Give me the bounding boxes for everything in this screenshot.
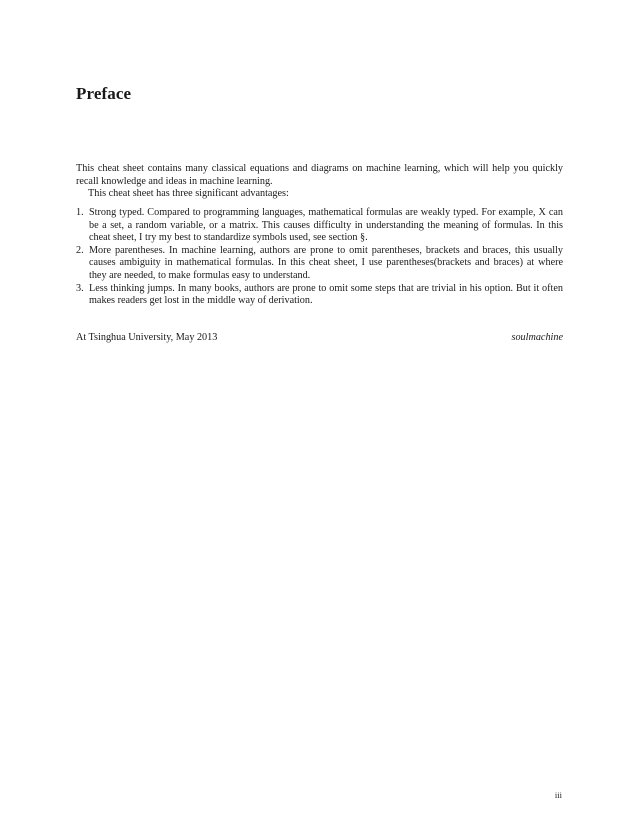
signoff-place: At Tsinghua University, May 2013 <box>76 332 218 343</box>
page-number: iii <box>554 790 562 800</box>
list-item-number: 2. <box>76 244 84 256</box>
list-item-number: 3. <box>76 282 84 294</box>
list-item <box>76 283 563 308</box>
advantages-lead-paragraph: This cheat sheet has three significant advantages: <box>88 188 289 199</box>
signoff <box>76 332 563 345</box>
advantages-list <box>76 207 563 308</box>
intro-paragraph: This cheat sheet contains many classical equations and diagrams on machine learning, which will help you quickly recall knowledge and ideas in machine learning. <box>76 163 563 187</box>
list-item <box>76 207 563 245</box>
list-item-text: More parentheses. In machine learning, authors are prone to omit parentheses, brackets and braces, this usually causes ambiguity in mathematical formulas. In this cheat sheet, I use parentheses(brackets and braces) at where they are needed, to make formulas easy to understand. <box>89 244 563 281</box>
list-item-text: Strong typed. Compared to programming languages, mathematical formulas are weakly typed. For example, X can be a set, a random variable, or a matrix. This causes difficulty in understanding the meaning of formulas. In this cheat sheet, I try my best to standardize symbols used, see section §. <box>89 207 563 244</box>
list-item-text: Less thinking jumps. In many books, authors are prone to omit some steps that are trivial in his option. But it often makes readers get lost in the middle way of derivation. <box>89 282 563 307</box>
signoff-author: soulmachine <box>511 332 563 343</box>
list-item-number: 1. <box>76 207 84 218</box>
page-title: Preface <box>76 84 132 103</box>
list-item <box>76 245 563 283</box>
